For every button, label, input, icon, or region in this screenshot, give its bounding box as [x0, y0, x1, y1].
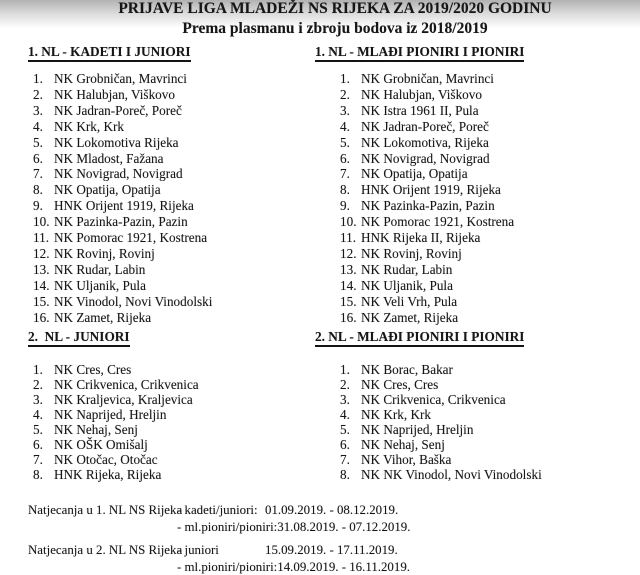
club-name: NK Crikvenica, Crikvenica: [361, 392, 506, 407]
club-number: 4.: [33, 119, 54, 135]
schedule-dates: 31.08.2019. - 07.12.2019.: [277, 519, 410, 536]
club-list-item: [340, 392, 542, 407]
section-header-text: 1. NL - KADETI I JUNIORI: [28, 45, 191, 62]
club-list-item: [33, 377, 212, 392]
club-name: NK Istra 1961 II, Pula: [361, 103, 479, 119]
club-name: NK Rovinj, Rovinj: [54, 246, 155, 262]
club-name: NK Mladost, Fažana: [54, 151, 164, 167]
club-name: NK Jadran-Poreč, Poreč: [361, 119, 489, 135]
club-name: NK Jadran-Poreč, Poreč: [54, 103, 182, 119]
club-name: NK Naprijed, Hreljin: [54, 407, 166, 422]
club-number: 4.: [33, 407, 54, 422]
club-name: NK Opatija, Opatija: [361, 166, 468, 182]
schedule-label-1nl: Natjecanja u 1. NL NS Rijeka: [28, 502, 182, 519]
schedule-block-1nl: [28, 502, 410, 535]
club-number: 6.: [340, 437, 361, 452]
left-column: [28, 45, 212, 482]
club-list-item: [33, 214, 212, 230]
club-name: NK Rudar, Labin: [54, 262, 145, 278]
club-list-item: [33, 294, 212, 310]
document-title: PRIJAVE LIGA MLADEŽI NS RIJEKA ZA 2019/2020 GODINU: [30, 0, 640, 19]
club-list-item: [340, 452, 542, 467]
section-header-text: 2. NL - JUNIORI: [28, 330, 130, 347]
club-list-item: [33, 182, 212, 198]
club-number: 6.: [33, 151, 54, 167]
club-name: NK Pomorac 1921, Kostrena: [54, 230, 207, 246]
club-list-item: [340, 103, 542, 119]
club-list-item: [340, 87, 542, 103]
club-number: 3.: [33, 103, 54, 119]
schedule-row: [177, 559, 410, 575]
schedule-block-2nl: [28, 542, 410, 575]
schedule-label-2nl: Natjecanja u 2. NL NS Rijeka: [28, 542, 182, 559]
club-list-item: [33, 278, 212, 294]
club-number: 13.: [33, 262, 54, 278]
club-list-2nl-juniori: [28, 362, 212, 482]
competition-schedule: [28, 502, 410, 575]
club-list-item: [340, 151, 542, 167]
club-name: NK Rovinj, Rovinj: [361, 246, 462, 262]
club-number: 6.: [33, 437, 54, 452]
club-list-item: [340, 166, 542, 182]
club-name: NK NK Vinodol, Novi Vinodolski: [361, 467, 542, 482]
club-list-item: [33, 407, 212, 422]
club-list-item: [33, 422, 212, 437]
club-list-1nl-mladi-pioniri: [315, 71, 542, 326]
schedule-dates: 01.09.2019. - 08.12.2019.: [265, 502, 398, 519]
section-header-1nl-mladi-pioniri: [315, 45, 542, 62]
club-number: 5.: [340, 422, 361, 437]
club-list-item: [33, 310, 212, 326]
club-list-item: [340, 119, 542, 135]
club-name: NK Lokomotiva Rijeka: [54, 135, 179, 151]
club-list-1nl-kadeti-juniori: [28, 71, 212, 326]
club-number: 1.: [33, 362, 54, 377]
club-number: 1.: [340, 362, 361, 377]
club-name: NK Uljanik, Pula: [54, 278, 146, 294]
club-name: NK Nehaj, Senj: [54, 422, 138, 437]
schedule-rows-1nl: [177, 502, 410, 535]
club-number: 9.: [33, 198, 54, 214]
club-number: 12.: [340, 246, 361, 262]
schedule-row: [177, 502, 410, 519]
club-number: 8.: [340, 182, 361, 198]
club-number: 5.: [33, 135, 54, 151]
club-name: NK Grobničan, Mavrinci: [361, 71, 494, 87]
club-name: NK Zamet, Rijeka: [54, 310, 151, 326]
club-list-item: [340, 294, 542, 310]
club-name: NK Cres, Cres: [54, 362, 131, 377]
club-name: NK Cres, Cres: [361, 377, 438, 392]
club-list-item: [340, 422, 542, 437]
club-list-item: [340, 362, 542, 377]
club-number: 7.: [33, 166, 54, 182]
club-number: 7.: [33, 452, 54, 467]
club-name: NK Lokomotiva, Rijeka: [361, 135, 489, 151]
club-list-item: [340, 278, 542, 294]
club-number: 14.: [340, 278, 361, 294]
club-number: 13.: [340, 262, 361, 278]
club-name: NK Halubjan, Viškovo: [361, 87, 482, 103]
club-list-item: [340, 182, 542, 198]
club-list-item: [33, 198, 212, 214]
club-name: NK Krk, Krk: [361, 407, 431, 422]
section-header-text: 1. NL - MLAĐI PIONIRI I PIONIRI: [315, 45, 524, 62]
club-name: NK Vinodol, Novi Vinodolski: [54, 294, 212, 310]
schedule-row: [177, 542, 410, 559]
club-number: 14.: [33, 278, 54, 294]
club-name: NK Novigrad, Novigrad: [54, 166, 183, 182]
club-name: NK Borac, Bakar: [361, 362, 453, 377]
club-name: NK Crikvenica, Crikvenica: [54, 377, 199, 392]
document-subtitle: Prema plasmanu i zbroju bodova iz 2018/2019: [30, 19, 640, 39]
club-name: HNK Orijent 1919, Rijeka: [54, 198, 194, 214]
section-header-text: 2. NL - MLAĐI PIONIRI I PIONIRI: [315, 330, 524, 347]
club-list-item: [340, 377, 542, 392]
club-name: HNK Rijeka, Rijeka: [54, 467, 161, 482]
club-number: 1.: [33, 71, 54, 87]
section-1nl-kadeti-juniori: [28, 45, 212, 326]
club-number: 8.: [33, 467, 54, 482]
club-number: 2.: [340, 377, 361, 392]
club-number: 16.: [340, 310, 361, 326]
club-list-item: [33, 467, 212, 482]
club-number: 10.: [33, 214, 54, 230]
section-header-2nl-mladi-pioniri: [315, 330, 542, 347]
club-list-item: [340, 407, 542, 422]
club-list-item: [33, 71, 212, 87]
club-name: NK Krk, Krk: [54, 119, 124, 135]
club-list-item: [33, 230, 212, 246]
club-list-item: [33, 246, 212, 262]
club-list-item: [340, 262, 542, 278]
club-name: NK Halubjan, Viškovo: [54, 87, 175, 103]
club-list-item: [33, 87, 212, 103]
schedule-rows-2nl: [177, 542, 410, 575]
club-name: NK Zamet, Rijeka: [361, 310, 458, 326]
club-list-item: [33, 135, 212, 151]
club-name: NK Vihor, Baška: [361, 452, 451, 467]
club-name: NK Otočac, Otočac: [54, 452, 158, 467]
club-number: 11.: [340, 230, 361, 246]
club-list-item: [340, 467, 542, 482]
section-1nl-mladi-pioniri: [315, 45, 542, 326]
club-name: NK Opatija, Opatija: [54, 182, 161, 198]
club-number: 3.: [33, 392, 54, 407]
club-number: 1.: [340, 71, 361, 87]
club-number: 15.: [33, 294, 54, 310]
club-number: 8.: [340, 467, 361, 482]
club-list-item: [33, 437, 212, 452]
club-number: 2.: [33, 87, 54, 103]
club-name: NK Pomorac 1921, Kostrena: [361, 214, 514, 230]
club-list-item: [340, 246, 542, 262]
club-name: NK Pazinka-Pazin, Pazin: [361, 198, 495, 214]
club-number: 11.: [33, 230, 54, 246]
schedule-category: - ml.pioniri/pioniri:: [177, 519, 277, 536]
club-list-item: [340, 198, 542, 214]
club-name: NK Kraljevica, Kraljevica: [54, 392, 193, 407]
club-name: NK Grobničan, Mavrinci: [54, 71, 187, 87]
schedule-dates: 14.09.2019. - 16.11.2019.: [277, 559, 410, 575]
schedule-category: - ml.pioniri/pioniri:: [177, 559, 277, 575]
club-list-item: [340, 310, 542, 326]
club-list-2nl-mladi-pioniri: [315, 362, 542, 482]
club-number: 6.: [340, 151, 361, 167]
club-list-item: [33, 262, 212, 278]
club-name: NK Nehaj, Senj: [361, 437, 445, 452]
club-number: 3.: [340, 392, 361, 407]
club-number: 4.: [340, 119, 361, 135]
club-list-item: [33, 452, 212, 467]
club-list-item: [340, 437, 542, 452]
club-name: NK Rudar, Labin: [361, 262, 452, 278]
club-list-item: [33, 151, 212, 167]
club-list-item: [33, 119, 212, 135]
club-list-item: [340, 214, 542, 230]
club-name: NK Novigrad, Novigrad: [361, 151, 490, 167]
club-name: NK OŠK Omišalj: [54, 437, 148, 452]
club-number: 8.: [33, 182, 54, 198]
club-number: 5.: [340, 135, 361, 151]
club-number: 7.: [340, 166, 361, 182]
club-number: 9.: [340, 198, 361, 214]
club-list-item: [33, 103, 212, 119]
section-2nl-juniori: [28, 330, 212, 482]
section-2nl-mladi-pioniri: [315, 330, 542, 482]
schedule-row: [177, 519, 410, 536]
club-number: 2.: [33, 377, 54, 392]
document-title-block: [30, 0, 640, 38]
club-list-item: [340, 71, 542, 87]
club-number: 2.: [340, 87, 361, 103]
club-number: 3.: [340, 103, 361, 119]
schedule-dates: 15.09.2019. - 17.11.2019.: [265, 542, 398, 559]
club-name: HNK Orijent 1919, Rijeka: [361, 182, 501, 198]
club-number: 7.: [340, 452, 361, 467]
club-number: 15.: [340, 294, 361, 310]
club-number: 10.: [340, 214, 361, 230]
schedule-category: - kadeti/juniori:: [177, 502, 265, 519]
club-name: HNK Rijeka II, Rijeka: [361, 230, 480, 246]
club-number: 4.: [340, 407, 361, 422]
club-list-item: [33, 362, 212, 377]
section-header-2nl-juniori: [28, 330, 212, 347]
club-list-item: [340, 230, 542, 246]
club-list-item: [33, 392, 212, 407]
club-list-item: [340, 135, 542, 151]
right-column: [315, 45, 542, 482]
club-number: 12.: [33, 246, 54, 262]
club-name: NK Pazinka-Pazin, Pazin: [54, 214, 188, 230]
club-number: 5.: [33, 422, 54, 437]
section-header-1nl-kadeti-juniori: [28, 45, 212, 62]
club-list-item: [33, 166, 212, 182]
club-name: NK Naprijed, Hreljin: [361, 422, 473, 437]
schedule-category: - juniori: [177, 542, 265, 559]
club-number: 16.: [33, 310, 54, 326]
club-name: NK Veli Vrh, Pula: [361, 294, 457, 310]
club-name: NK Uljanik, Pula: [361, 278, 453, 294]
